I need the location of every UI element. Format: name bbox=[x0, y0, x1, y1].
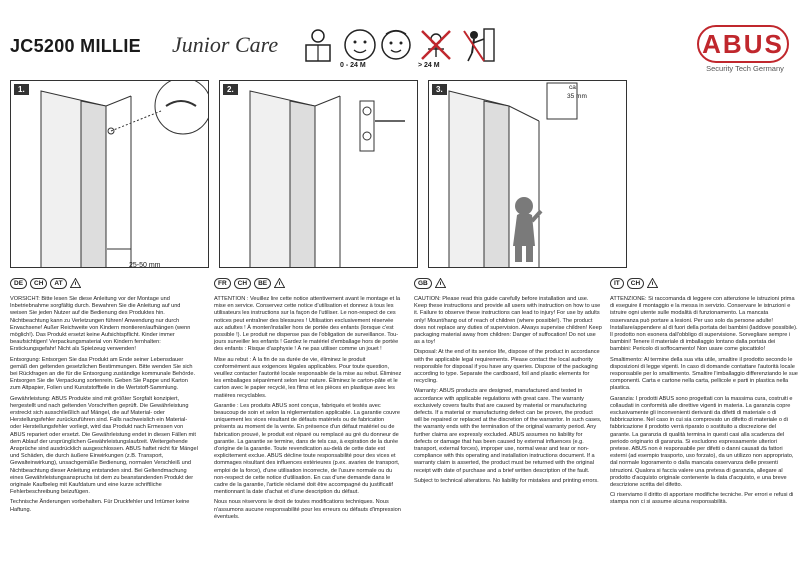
disposal-paragraph: Entsorgung: Entsorgen Sie das Produkt am Ende seiner Lebensdauer gemäß den geltenden gesetzlichen Bestimmungen. Bitte wenden Sie sich bei Rückfragen an die für die Entsorgung zuständige kommunale Behörde. Entsorgen Sie die Verpackung sortenrein. Geben Sie Pappe und Karton zum Altpapier, Folien und Kunststoffteile in die Wertstoff-Sammlung. bbox=[10, 356, 196, 392]
step-number: 2. bbox=[223, 84, 238, 95]
text-column-en bbox=[414, 296, 602, 488]
caution-paragraph: ATTENTION : Veuillez lire cette notice attentivement avant le montage et la mise en service. Conservez cette notice d'utilisation et donnez à tous les utilisateurs les instructions sur la façon de l'utiliser. Le non-respect de ces notices peut entraîner des blessures ! Utilisation exclusivement réservée aux adultes ! À monter/installer hors de portée des enfants (lorsque c'est possible !). Le produit ne dispense pas de l'obligation de surveillance. Tou- jours surveiller les enfants ! Gardez le matériel d'emballage hors de portée des enfants : Risque d'asphyxie ! À ne pas utiliser comme un jouet ! bbox=[214, 296, 401, 353]
abus-logo bbox=[697, 25, 789, 63]
warranty-paragraph: Warranty: ABUS products are designed, manufactured and tested in accordance with applicable regulations with great care. The warranty exclusively covers faults that are caused by material or manufacturing defects. If a material or manufacturing defect can be proven, the product will be repaired or replaced at the discretion of the warrantor. In such cases, the warranty ends with the termination of the original warranty period. Any further claims are expressly excluded. ABUS assumes no liability for defects or damage that has been caused by external influences (e.g. transport, external forces), improper use, normal wear and tear or non-compliance with this operating and installation instructions document. If a warranty claim is asserted, the product must be returned with the original receipt with date of purchase and a brief written description of the fault. bbox=[414, 388, 602, 474]
disclaimer-paragraph: Subject to technical alterations. No liability for mistakes and printing errors. bbox=[414, 477, 599, 484]
gap-label: 35 mm bbox=[567, 93, 587, 100]
disposal-paragraph: Disposal: At the end of its service life, dispose of the product in accordance with the applicable legal requirements. Please contact the local authority responsible for disposal if you have any queries. Dispose of the packaging according to type. Separate the cardboard, foil and plastic elements for recycling. bbox=[414, 349, 600, 385]
warning-icon bbox=[70, 278, 81, 288]
flag-it: IT bbox=[610, 278, 624, 289]
flag-ch: CH bbox=[627, 278, 644, 289]
disposal-paragraph: Mise au rebut : À la fin de sa durée de vie, éliminez le produit conformément aux exigences légales applicables. Pour toute question, veuillez contacter l'autorité locale responsable de la mise au rebut. Éliminez les emballages séparément selon leur nature. Éliminez le carton-pâte et le carton avec le papier recyclé, les films et les pièces en plastique avec les matières recyclables. bbox=[214, 356, 402, 399]
warning-icon bbox=[647, 278, 658, 288]
brand-name: ABUS bbox=[702, 28, 784, 59]
disclaimer-paragraph: Technische Änderungen vorbehalten. Für Druckfehler und Irrtümer keine Haftung. bbox=[10, 499, 190, 513]
warning-icon bbox=[435, 278, 446, 288]
text-column-de bbox=[10, 296, 198, 517]
child-climbing-icon bbox=[458, 25, 498, 65]
no-child-icon bbox=[416, 25, 456, 65]
flag-at: AT bbox=[50, 278, 66, 289]
flag-de: DE bbox=[10, 278, 27, 289]
brand-tagline: Security Tech Germany bbox=[706, 64, 784, 73]
disclaimer-paragraph: Nous nous réservons le droit de toutes modifications techniques. Nous n'assumons aucune responsabilité pour les erreurs ou défauts d'impression éventuels. bbox=[214, 499, 401, 520]
illustration-step-1 bbox=[10, 80, 209, 268]
step-number: 1. bbox=[14, 84, 29, 95]
door-frame-illustration bbox=[220, 81, 418, 268]
language-flags-gb bbox=[414, 278, 446, 289]
language-flags-it bbox=[610, 278, 658, 289]
door-with-child-illustration bbox=[429, 81, 627, 268]
distance-label: 25-50 mm bbox=[129, 262, 161, 268]
language-flags-fr bbox=[214, 278, 285, 289]
warranty-paragraph: Garanzia: I prodotti ABUS sono progettati con la massima cura, costruiti e collaudati in conformità alle direttive vigenti in materia. La garanzia copre esclusivamente gli inconvenienti derivanti da difetti di materiale o di fabbricazione. Nel caso in cui sia comprovato un difetto di materiale o di fabbricazione il prodotto verrà riparato o sostituito a discrezione del garante. La garanzia di qualità termina in questi casi alla scadenza del periodo originario di garanzia. Si escludono espressamente ulteriori pretese. ABUS non è responsabile per difetti o danni causati da fattori esterni (ad esempio trasporto, uso forzato), da un utilizzo non appropriato, dal normale logoramento o dalla mancata osservanza delle presenti istruzioni. Qualora si faccia valere una pretesa di garanzia, allegare al prodotto d'acquisto originale contenente la data d'acquisto, e una breve descrizione scritta del difetto. bbox=[610, 395, 794, 489]
gap-label-prefix: ca. bbox=[569, 84, 578, 91]
caution-paragraph: CAUTION: Please read this guide carefully before installation and use. Keep these instructions and provide all users with instruction on how to use it. Failure to observe these instructions can lead to injury! For use by adults only! Mount/hang out of reach of children (where possible!). The product does not replace any duties of supervision. Always supervise children! Keep packaging material away from children: Danger of suffocation! Do not use as a toy! bbox=[414, 296, 602, 346]
series-logo: Junior Care bbox=[172, 32, 279, 57]
age-young-label: 0 - 24 M bbox=[340, 62, 366, 69]
baby-face-icon bbox=[340, 25, 380, 65]
read-manual-icon bbox=[298, 25, 338, 65]
caution-paragraph: ATTENZIONE: Si raccomanda di leggere con attenzione le istruzioni prima di eseguire il montaggio e la messa in servizio. Conservare le istruzioni e istruire ogni utente sulle modalità di funzionamento. La mancata osservanza può portare a lesioni. Per uso solo da persone adulte! Installare/appendere al di fuori della portata dei bambini (laddove possibile). Il prodotto non esonera dall'obbligo di supervisione. Sorvegliare sempre i bambini! Tenere il materiale di imballaggio lontano dalla portata dei bambini: Pericolo di soffocamento! Non usare come giocattolo! bbox=[610, 296, 798, 353]
child-face-icon bbox=[376, 25, 416, 65]
warning-icon bbox=[274, 278, 285, 288]
warranty-paragraph: Gewährleistung: ABUS Produkte sind mit größter Sorgfalt konzipiert, hergestellt und nach geltenden Vorschriften geprüft. Die Gewährleistung erstreckt sich ausschließlich auf Mängel, die auf Material- oder Herstellungsfehler zurückzuführen sind. Falls nachweislich ein Material- oder Herstellungsfehler vorliegt, wird das Produkt nach Ermessen von ABUS repariert oder ersetzt. Die Gewährleistung endet in diesen Fällen mit dem Ablauf der ursprünglichen Gewährleistungslaufzeit. Weitergehende Ansprüche sind ausdrücklich ausgeschlossen. ABUS haftet nicht für Mängel und Schäden, die durch äußere Einwirkungen (z.B. Transport, Gewalteinwirkung), unsachgemäße Bedienung, normalen Verschleiß und Nichtbeachtung dieser Anleitung entstanden sind. Bei Geltendmachung eines Gewährleistungsanspruchs ist dem zu beanstandenden Produkt der originale Kaufbeleg mit Kaufdatum und eine kurze schriftliche Fehlerbeschreibung beizufügen. bbox=[10, 395, 198, 496]
illustration-step-2 bbox=[219, 80, 418, 268]
flag-fr: FR bbox=[214, 278, 231, 289]
flag-be: BE bbox=[254, 278, 271, 289]
flag-ch: CH bbox=[234, 278, 251, 289]
warranty-paragraph: Garantie : Les produits ABUS sont conçus, fabriqués et testés avec beaucoup de soin et selon la réglementation applicable. La garantie couvre uniquement les vices résultant de défauts matériels ou de fabrication présents au moment de la vente. En présence d'un défaut matériel ou de fabrication prouvé, le produit est réparé ou remplacé au gré du donneur de garantie. La garantie se termine, dans de tels cas, à expiration de la durée d'origine de la garantie. Toute revendication au-delà de cette date est explicitement exclue. ABUS décline toute responsabilité pour des vices et dommages résultant des influences extérieures (p.ex. avaries de transport, emploi de la force), d'une utilisation incorrecte, de l'usure normale ou du non-respect de cette notice d'utilisation. En cas d'une demande dans le cadre de la garantie, l'article réclamé doit être accompagné du justificatif mentionnant la date d'achat et d'une description du défaut. bbox=[214, 402, 400, 496]
disposal-paragraph: Smaltimento: Al termine della sua vita utile, smaltire il prodotto secondo le disposizioni di legge vigenti. In caso di domande contattare l'autorità locale responsabile per lo smaltimento. Smaltire l'imballaggio differenziando le sue componenti. Carta e cartone nella carta, pellicole e parti in plastica nella plastica. bbox=[610, 356, 798, 392]
caution-paragraph: VORSICHT: Bitte lesen Sie diese Anleitung vor der Montage und Inbetriebnahme sorgfältig durch. Bewahren Sie die Anleitung auf und weisen Sie jeden Nutzer auf die Bedienung des Produktes hin. Nichtbeachtung kann zu Verletzungen führen! Anwendung nur durch Erwachsene! Außer Reichweite von Kindern montieren/aufhängen (wenn möglich!). Das Produkt ersetzt keine Aufsichtspflicht. Kinder immer beaufsichtigen! Verpackungsmaterial von Kindern fernhalten: Erstickungsgefahr! Nicht als Spielzeug verwenden! bbox=[10, 296, 191, 353]
text-column-it bbox=[610, 296, 798, 510]
language-flags-de bbox=[10, 278, 81, 289]
age-old-label: > 24 M bbox=[418, 62, 440, 69]
flag-ch: CH bbox=[30, 278, 47, 289]
flag-gb: GB bbox=[414, 278, 432, 289]
text-column-fr bbox=[214, 296, 402, 524]
illustration-step-3 bbox=[428, 80, 627, 268]
disclaimer-paragraph: Ci riserviamo il diritto di apportare modifiche tecniche. Per errori e refusi di stampa non ci si assume alcuna responsabilità. bbox=[610, 492, 794, 506]
door-frame-illustration bbox=[11, 81, 209, 268]
step-number: 3. bbox=[432, 84, 447, 95]
product-title: JC5200 MILLIE bbox=[10, 36, 141, 56]
